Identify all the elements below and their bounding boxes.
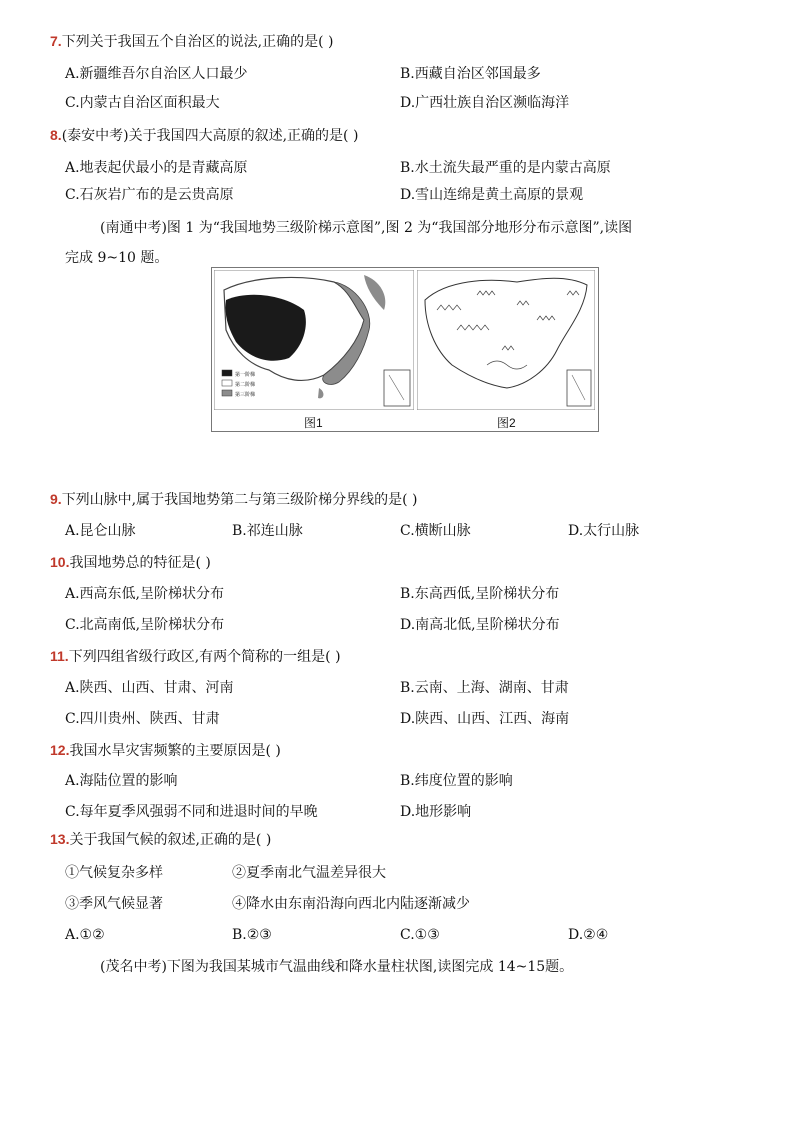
q11-option-d: D.陕西、山西、江西、海南: [400, 711, 570, 727]
legend-label-step1: 第一阶梯: [235, 372, 256, 378]
q9-option-b: B.祁连山脉: [232, 523, 303, 539]
intro-9-10-line1: (南通中考)图 1 为“我国地势三级阶梯示意图”,图 2 为“我国部分地形分布示意图”,读图: [100, 220, 633, 236]
legend-label-step2: 第二阶梯: [235, 382, 256, 388]
intro-9-10-line2: 完成 9~10 题。: [65, 250, 169, 266]
q13-option-b: B.②③: [232, 927, 272, 943]
figure-2-landform-map: [417, 270, 595, 410]
legend-swatch-step2: [222, 380, 232, 386]
q12-option-b: B.纬度位置的影响: [400, 773, 513, 789]
q13-option-a: A.①②: [65, 927, 105, 943]
q11-option-a: A.陕西、山西、甘肃、河南: [65, 680, 234, 696]
question-10-stem: 10.我国地势总的特征是( ): [50, 554, 211, 571]
q9-option-c: C.横断山脉: [400, 523, 471, 539]
q13-statement-1: ①气候复杂多样: [65, 865, 163, 881]
q10-option-b: B.东高西低,呈阶梯状分布: [400, 586, 560, 602]
q9-option-d: D.太行山脉: [568, 523, 640, 539]
q13-statement-2: ②夏季南北气温差异很大: [232, 865, 386, 881]
question-13-stem: 13.关于我国气候的叙述,正确的是( ): [50, 831, 272, 848]
q7-option-d: D.广西壮族自治区濒临海洋: [400, 95, 570, 111]
q11-option-b: B.云南、上海、湖南、甘肃: [400, 680, 569, 696]
q11-option-c: C.四川贵州、陕西、甘肃: [65, 711, 220, 727]
q7-option-c: C.内蒙古自治区面积最大: [65, 95, 220, 111]
q13-statement-4: ④降水由东南沿海向西北内陆逐渐减少: [232, 896, 470, 912]
q8-option-c: C.石灰岩广布的是云贵高原: [65, 187, 234, 203]
q13-option-d: D.②④: [568, 927, 609, 943]
question-9-stem: 9.下列山脉中,属于我国地势第二与第三级阶梯分界线的是( ): [50, 491, 418, 508]
legend-swatch-step3: [222, 390, 232, 396]
figure-1-terrain-steps-map: [214, 270, 414, 410]
q8-option-b: B.水土流失最严重的是内蒙古高原: [400, 160, 611, 176]
q12-option-a: A.海陆位置的影响: [65, 773, 178, 789]
question-12-stem: 12.我国水旱灾害频繁的主要原因是( ): [50, 742, 281, 759]
q8-option-a: A.地表起伏最小的是青藏高原: [65, 160, 248, 176]
legend-label-step3: 第三阶梯: [235, 392, 256, 398]
figure-1-caption: 图1: [304, 416, 323, 430]
question-7-stem: 7.下列关于我国五个自治区的说法,正确的是( ): [50, 33, 334, 50]
q12-option-d: D.地形影响: [400, 804, 472, 820]
q8-option-d: D.雪山连绵是黄土高原的景观: [400, 187, 584, 203]
figure-2-caption: 图2: [497, 416, 516, 430]
q10-option-c: C.北高南低,呈阶梯状分布: [65, 617, 225, 633]
q7-option-b: B.西藏自治区邻国最多: [400, 66, 541, 82]
q13-option-c: C.①③: [400, 927, 440, 943]
question-11-stem: 11.下列四组省级行政区,有两个简称的一组是( ): [50, 648, 341, 665]
legend-swatch-step1: [222, 370, 232, 376]
question-8-stem: 8.(泰安中考)关于我国四大高原的叙述,正确的是( ): [50, 127, 359, 144]
figure-maps: [211, 267, 599, 432]
q7-option-a: A.新疆维吾尔自治区人口最少: [65, 66, 248, 82]
q9-option-a: A.昆仑山脉: [65, 523, 136, 539]
q10-option-d: D.南高北低,呈阶梯状分布: [400, 617, 560, 633]
q12-option-c: C.每年夏季风强弱不同和进退时间的早晚: [65, 804, 318, 820]
intro-14-15: (茂名中考)下图为我国某城市气温曲线和降水量柱状图,读图完成 14~15题。: [100, 959, 574, 975]
q13-statement-3: ③季风气候显著: [65, 896, 163, 912]
q10-option-a: A.西高东低,呈阶梯状分布: [65, 586, 225, 602]
